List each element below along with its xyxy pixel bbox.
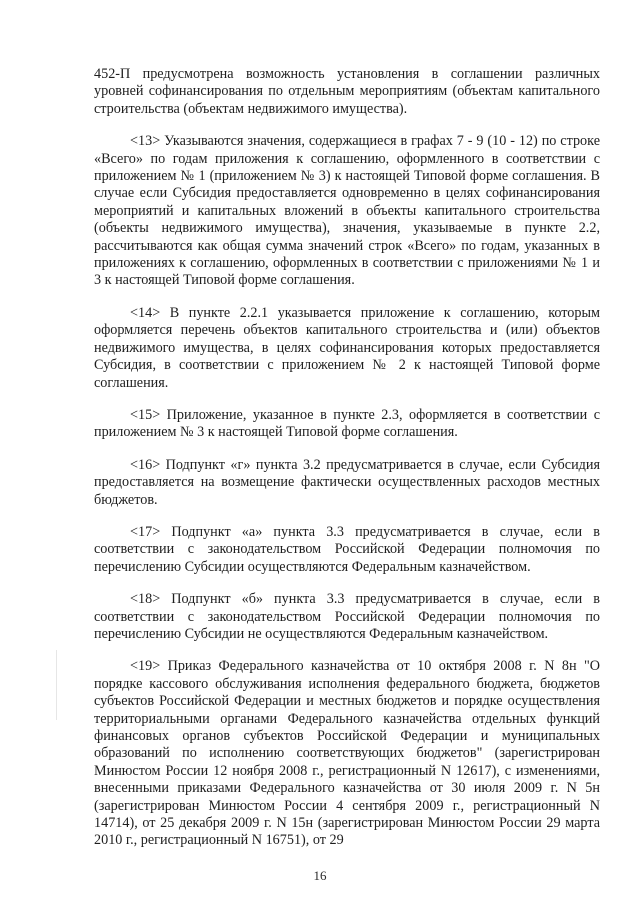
scan-margin-mark [56, 650, 57, 720]
footnote-18: <18> Подпункт «б» пункта 3.3 предусматривается в случае, если в соответствии с законодательством Российской Федерации полномочия по перечислению Субсидии не осуществляются Федеральным казначейством. [94, 591, 600, 642]
paragraph-continuation: 452-П предусмотрена возможность установления в соглашении различных уровней софинансирования по отдельным мероприятиям (объектам капитального строительства (объектам недвижимого имущества). [94, 66, 600, 117]
footnote-14: <14> В пункте 2.2.1 указывается приложение к соглашению, которым оформляется перечень объектов капитального строительства и (или) объектов недвижимого имущества, в целях софинансирования которых предоставляется Субсидия, в соответствии с приложением № 2 к настоящей Типовой форме соглашения. [94, 304, 600, 391]
footnote-17: <17> Подпункт «а» пункта 3.3 предусматривается в случае, если в соответствии с законодательством Российской Федерации полномочия по перечислению Субсидии осуществляются Федеральным казначейством. [94, 523, 600, 575]
footnote-13: <13> Указываются значения, содержащиеся в графах 7 - 9 (10 - 12) по строке «Всего» по годам приложения к соглашению, оформленного в соответствии с приложением № 1 (приложением № 3) к настоящей Типовой форме соглашения. В случае если Субсидия предоставляется одновременно в целях софинансирования мероприятий и капитальных вложений в объекты капитального строительства (объекты недвижимого имущества), значения, указываемые в пункте 2.2, рассчитываются как общая сумма значений строк «Всего» по годам, указанных в приложениях к соглашению, оформленных в соответствии с приложениями № 1 и 3 к настоящей Типовой форме соглашения. [94, 133, 600, 289]
page-number: 16 [313, 868, 327, 883]
footnote-19: <19> Приказ Федерального казначейства от 10 октября 2008 г. N 8н "О порядке кассового обслуживания исполнения федерального бюджета, бюджетов субъектов Российской Федерации и местных бюджетов и порядке осуществления территориальными органами Федерального казначейства отдельных функций финансовых органов субъектов Российской Федерации и муниципальных образований по исполнению соответствующих бюджетов" (зарегистрирован Минюстом России 12 ноября 2008 г., регистрационный N 12617), с изменениями, внесенными приказами Федерального казначейства от 30 июля 2009 г. N 5н (зарегистрирован Минюстом России 4 сентября 2009 г., регистрационный N 14714), от 25 декабря 2009 г. N 15н (зарегистрирован Минюстом России 29 марта 2010 г., регистрационный N 16751), от 29 [94, 658, 600, 849]
document-body [94, 66, 600, 850]
footnote-16: <16> Подпункт «г» пункта 3.2 предусматривается в случае, если Субсидия предоставляется на возмещение фактически осуществленных расходов местных бюджетов. [94, 456, 600, 508]
footnote-15: <15> Приложение, указанное в пункте 2.3, оформляется в соответствии с приложением № 3 к настоящей Типовой форме соглашения. [94, 406, 600, 441]
